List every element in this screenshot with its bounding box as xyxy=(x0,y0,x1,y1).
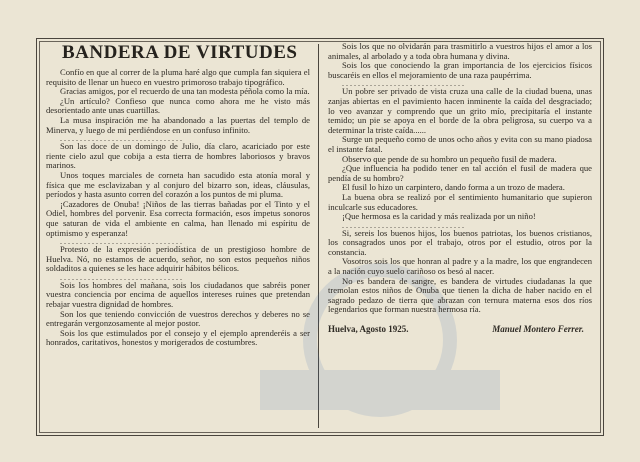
dotted-separator: ............................... xyxy=(60,134,184,144)
paragraph: La buena obra se realizó por el sentimiento humanitario que supieron inculcarle sus educadores. xyxy=(328,191,592,212)
paragraph: Vosotros sois los que honran al padre y a la madre, los que engrandecen a la nación cuyo suelo cariñoso os besó al nacer. xyxy=(328,256,592,277)
paragraph: La musa inspiración me ha abandonado a las puertas del templo de Minerva, y luego de mi perdiéndose en un confuso infinito. xyxy=(46,114,310,135)
paragraph: Observo que pende de su hombro un pequeño fusil de madera. xyxy=(342,153,557,164)
paragraph: Unos toques marciales de corneta han sacudido esta atonía moral y física que me esclavizaban y al conjuro del bizarro son, ideas, cláusulas, períodos y hasta asunto corren del corazón a los puntos de mi pluma. xyxy=(46,169,310,200)
paragraph: El fusil lo hizo un carpintero, dando forma a un trozo de madera. xyxy=(342,182,565,193)
paragraph: Un pobre ser privado de vista cruza una calle de la ciudad buena, unas zanjas abiertas en el pavimiento hacen inminente la caída del desgraciado; lo veo avanzar y comprendo que un grito mío, precipitaría el instante temido; un pie se apoya en el borde de la obra peligrosa, su cuerpo va a determinar la triste caída...... xyxy=(328,86,592,135)
paragraph: Protesto de la expresión periodística de un prestigioso hombre de Huelva. Nó, no estamos de acuerdo, señor, no son estos pequeños niños soldaditos a quienes se les hace adquirir hábitos bélicos. xyxy=(46,244,310,274)
dotted-separator: ............................... xyxy=(60,237,184,247)
paragraph: ¡Que hermosa es la caridad y más realizada por un niño! xyxy=(342,211,536,222)
paragraph: Son los que teniendo convicción de vuestros derechos y deberes no se entregarán vergonzosamente al mejor postor. xyxy=(46,308,310,329)
signature-line xyxy=(328,325,592,335)
paragraph: No es bandera de sangre, es bandera de virtudes ciudadanas la que tremolan estos niños de Onuba que tienen la dicha de haber nacido en el sagrado pedazo de tierra que abrazan con ternura materna esos dos ríos legendarios que forman nuestra hermosa ría. xyxy=(328,275,592,315)
dotted-separator: ............................... xyxy=(342,220,466,230)
place-date: Huelva, Agosto 1925. xyxy=(328,324,409,335)
paragraph: Sois los hombres del mañana, sois los ciudadanos que sabréis poner vuestra conciencia por encima de aquellos intereses ruines que pretendan rebajar vuestra dignidad de hombres. xyxy=(46,279,310,310)
right-column xyxy=(328,42,592,335)
author-signature: Manuel Montero Ferrer. xyxy=(492,324,584,335)
dotted-separator: ............................... xyxy=(60,272,184,282)
paragraph: Sois los que no olvidarán para trasmitirlo a vuestros hijos el amor a los animales, al arbolado y a toda obra humana y divina. xyxy=(328,41,592,61)
paragraph: Sois los que conociendo la gran importancia de los ejercicios físicos buscaréis en ellos el mejoramiento de una raza paupérrima. xyxy=(328,60,592,80)
paragraph: Confío en que al correr de la pluma haré algo que cumpla fan siquiera el requisito de llenar un hueco en vuestro primoroso trabajo tipográfico. xyxy=(46,67,310,87)
dotted-separator: ............................... xyxy=(342,79,466,89)
paragraph: ¡Cazadores de Onuba! ¡Niños de las tierras bañadas por el Tinto y el Odiel, hombres del porvenir. Esa correcta formación, esos ímpetus sonoros que saturan de vida el ambiente en calma, han llenado mi espíritu de optimismo y esperanza! xyxy=(46,198,310,238)
paragraph: Si, sereis los buenos hijos, los buenos patriotas, los buenos cristianos, los consagrados unos por el trabajo, otros por el estudio, otros por la constancia. xyxy=(328,227,592,257)
column-divider xyxy=(318,44,319,428)
paragraph: Surge un pequeño como de unos ocho años y evita con su mano piadosa el instante fatal. xyxy=(328,134,592,154)
paragraph: ¿Un artículo? Confieso que nunca como ahora me he visto más desorientado ante unas cuartillas. xyxy=(46,95,310,116)
paragraph: ¿Que influencia ha podido tener en tal acción el fusil de madera que pendía de su hombro? xyxy=(328,163,592,183)
paragraph: Gracias amigos, por el recuerdo de una tan modesta péñola como la mía. xyxy=(60,86,310,97)
left-column xyxy=(46,42,310,348)
paragraph: Son las doce de un domingo de Julio, día claro, acariciado por este riente cielo azul que cobija a esta tierra de hombres laboriosos y bravos marinos. xyxy=(46,141,310,171)
page-title: BANDERA DE VIRTUDES xyxy=(62,42,298,63)
paragraph: Sois los que estimulados por el consejo y el ejemplo aprenderéis a ser honrados, caritativos, honestos y morigerados de costumbres. xyxy=(46,327,310,348)
